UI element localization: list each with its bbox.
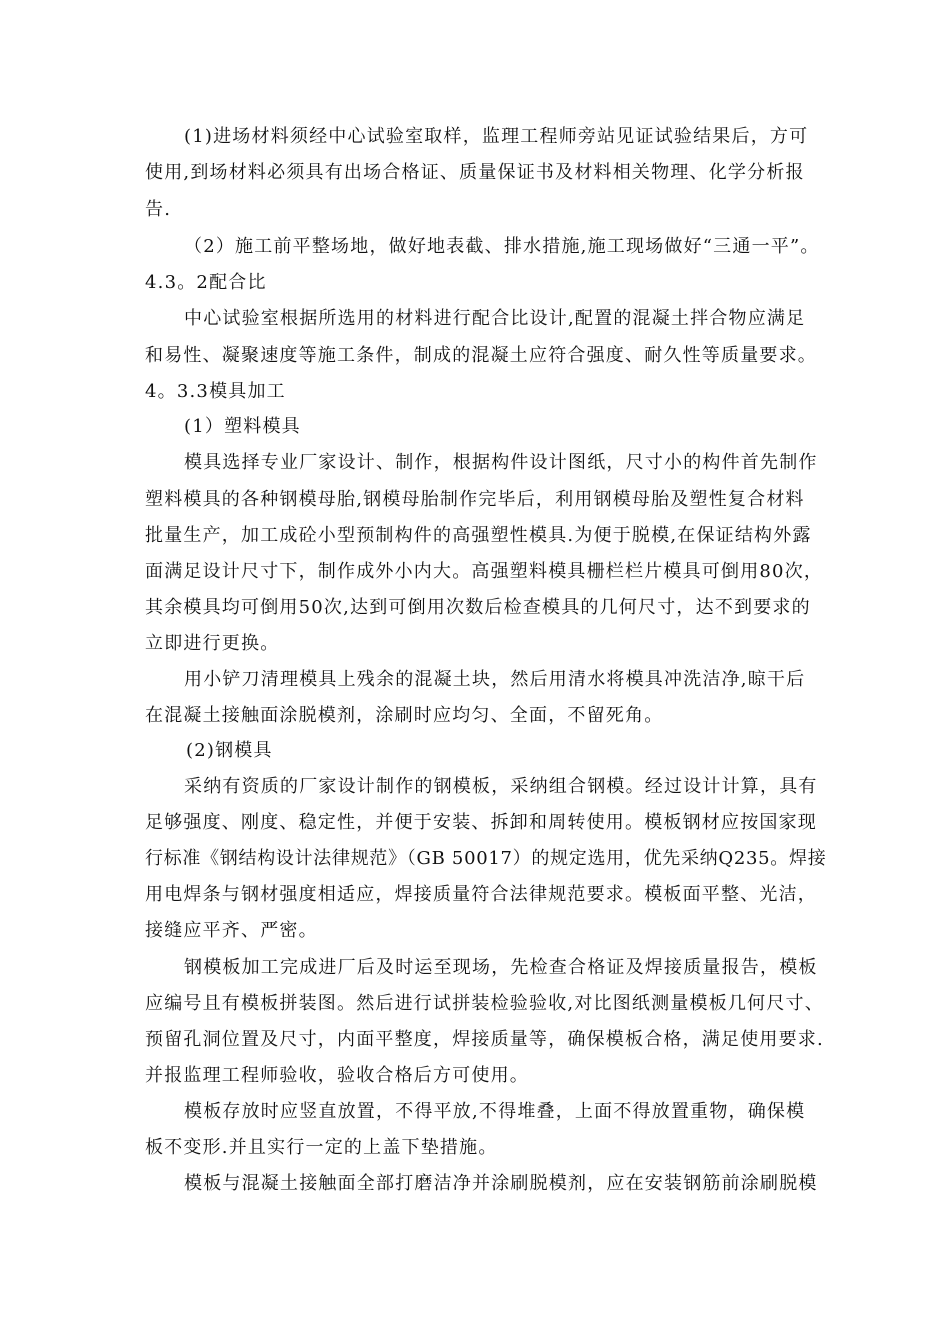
para-2-line-1: （2）施工前平整场地，做好地表截、排水措施,施工现场做好“三通一平”。 bbox=[184, 236, 820, 257]
para-4-line-2: 塑料模具的各种钢模母胎,钢模母胎制作完毕后，利用钢模母胎及塑性复合材料 bbox=[145, 489, 805, 510]
subheading-plastic-molds: (1）塑料模具 bbox=[184, 416, 301, 437]
para-1-line-1: (1)进场材料须经中心试验室取样，监理工程师旁站见证试验结果后，方可 bbox=[184, 126, 809, 147]
section-heading-4-3-2: 4.3。2配合比 bbox=[145, 272, 267, 293]
para-6-line-1: 采纳有资质的厂家设计制作的钢模板，采纳组合钢模。经过设计计算，具有 bbox=[184, 776, 818, 797]
para-4-line-1: 模具选择专业厂家设计、制作，根据构件设计图纸，尺寸小的构件首先制作 bbox=[184, 452, 818, 473]
para-6-line-5: 接缝应平齐、严密。 bbox=[145, 920, 318, 941]
subheading-steel-molds: (2)钢模具 bbox=[186, 740, 273, 761]
para-3-line-2: 和易性、凝聚速度等施工条件，制成的混凝土应符合强度、耐久性等质量要求。 bbox=[145, 345, 817, 366]
para-4-line-5: 其余模具均可倒用50次,达到可倒用次数后检查模具的几何尺寸，达不到要求的 bbox=[145, 597, 811, 618]
para-3-line-1: 中心试验室根据所选用的材料进行配合比设计,配置的混凝土拌合物应满足 bbox=[184, 308, 806, 329]
para-7-line-3: 预留孔洞位置及尺寸，内面平整度，焊接质量等，确保模板合格，满足使用要求. bbox=[145, 1029, 824, 1050]
section-heading-4-3-3: 4。3.3模具加工 bbox=[145, 381, 286, 402]
para-1-line-3: 告. bbox=[145, 199, 172, 220]
para-4-line-3: 批量生产，加工成砼小型预制构件的高强塑性模具.为便于脱模,在保证结构外露 bbox=[145, 525, 812, 546]
para-8-line-2: 板不变形.并且实行一定的上盖下垫措施。 bbox=[145, 1137, 498, 1158]
para-8-line-1: 模板存放时应竖直放置，不得平放,不得堆叠，上面不得放置重物，确保模 bbox=[184, 1101, 806, 1122]
para-4-line-4: 面满足设计尺寸下，制作成外小内大。高强塑料模具栅栏栏片模具可倒用80次， bbox=[145, 561, 824, 582]
para-7-line-4: 并报监理工程师验收，验收合格后方可使用。 bbox=[145, 1065, 529, 1086]
para-5-line-1: 用小铲刀清理模具上残余的混凝土块，然后用清水将模具冲洗洁净,晾干后 bbox=[184, 669, 806, 690]
para-9-line-1: 模板与混凝土接触面全部打磨洁净并涂刷脱模剂，应在安装钢筋前涂刷脱模 bbox=[184, 1173, 818, 1194]
para-6-line-4: 用电焊条与钢材强度相适应，焊接质量符合法律规范要求。模板面平整、光洁， bbox=[145, 884, 817, 905]
para-5-line-2: 在混凝土接触面涂脱模剂，涂刷时应均匀、全面，不留死角。 bbox=[145, 705, 664, 726]
para-6-line-2: 足够强度、刚度、稳定性，并便于安装、拆卸和周转使用。模板钢材应按国家现 bbox=[145, 812, 817, 833]
para-7-line-1: 钢模板加工完成进厂后及时运至现场，先检查合格证及焊接质量报告，模板 bbox=[184, 957, 818, 978]
para-4-line-6: 立即进行更换。 bbox=[145, 633, 280, 654]
para-1-line-2: 使用,到场材料必须具有出场合格证、质量保证书及材料相关物理、化学分析报 bbox=[145, 162, 805, 183]
para-6-line-3: 行标准《钢结构设计法律规范》（GB 50017）的规定选用，优先采纳Q235。焊接 bbox=[145, 848, 827, 869]
para-7-line-2: 应编号且有模板拼装图。然后进行试拼装检验验收,对比图纸测量模板几何尺寸、 bbox=[145, 993, 824, 1014]
